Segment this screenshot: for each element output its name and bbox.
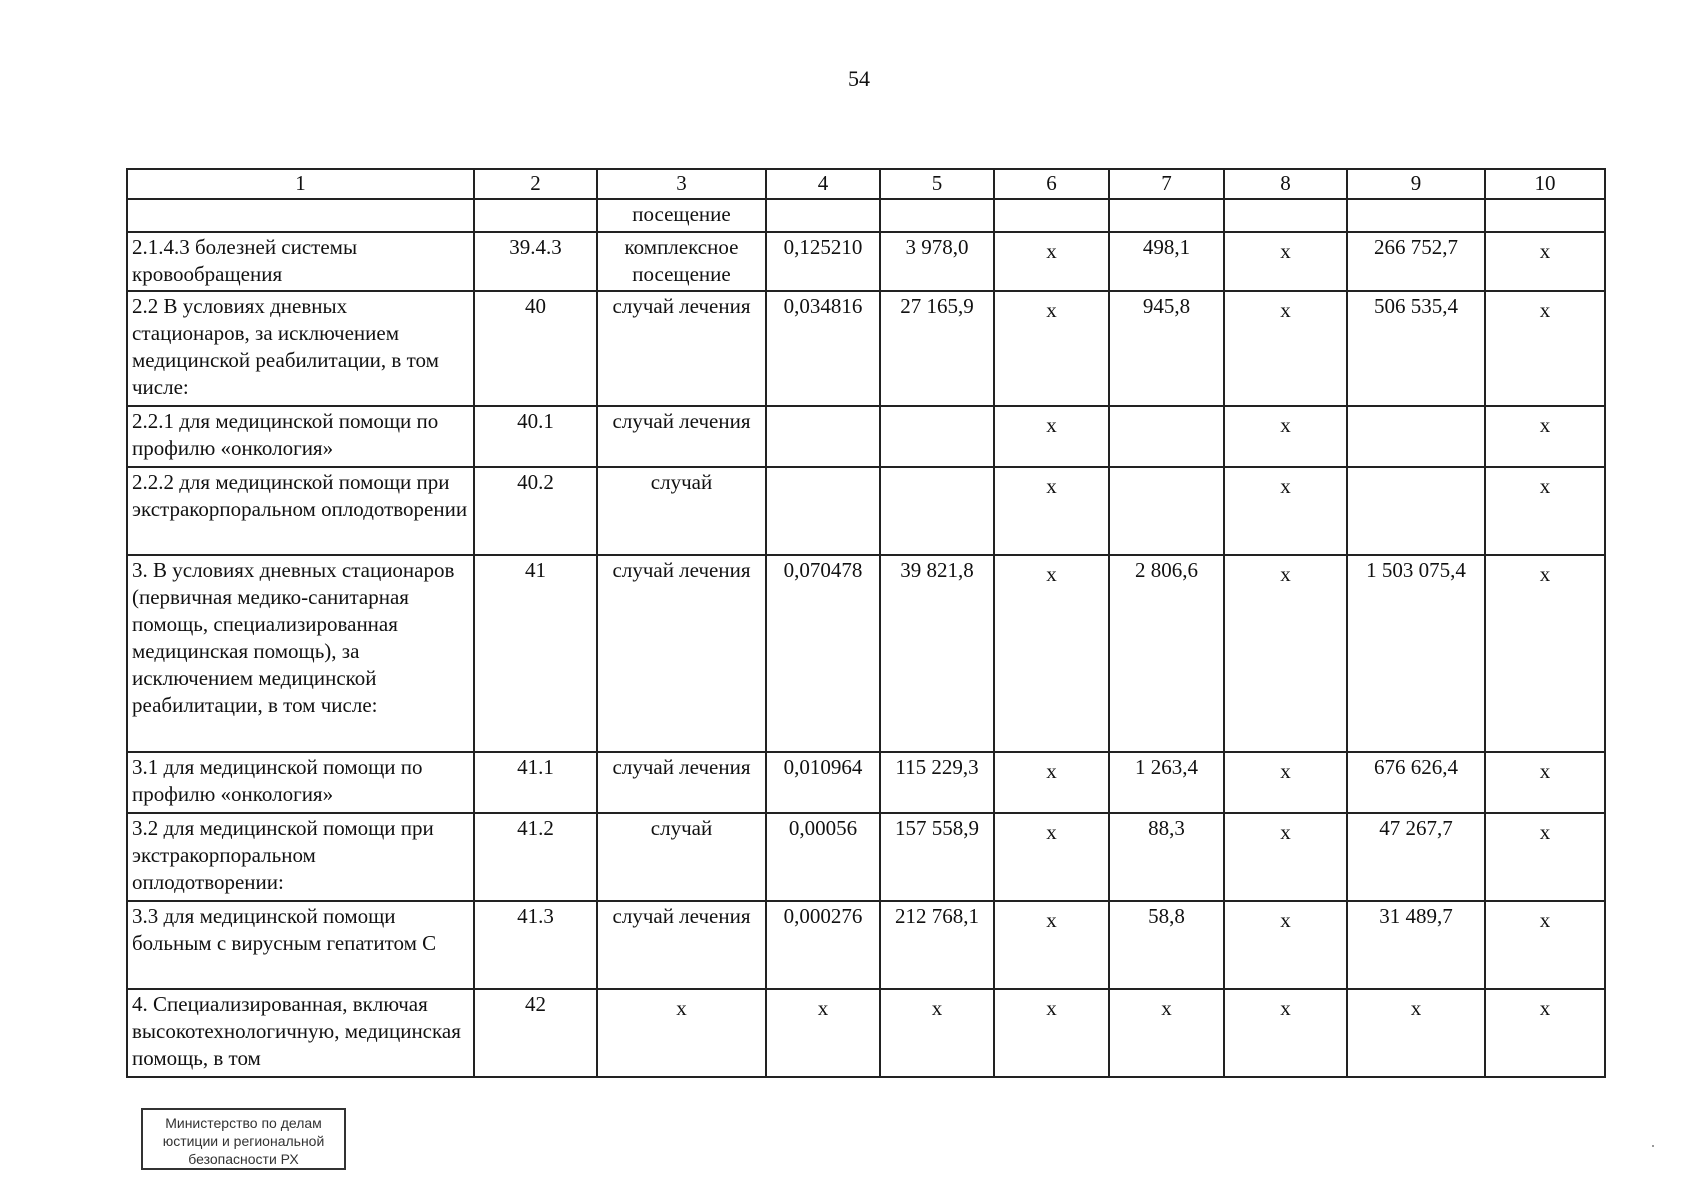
header-cell: 9 — [1347, 169, 1485, 199]
ministry-stamp — [141, 1108, 346, 1170]
unit-cell: случай лечения — [597, 291, 766, 406]
value-cell: 2 806,6 — [1109, 555, 1224, 752]
table-row — [127, 989, 1605, 1077]
value-cell: 115 229,3 — [880, 752, 994, 813]
value-cell: х — [994, 555, 1109, 752]
code-cell: 40.1 — [474, 406, 597, 467]
value-cell: х — [880, 989, 994, 1077]
value-cell: 212 768,1 — [880, 901, 994, 989]
value-cell — [880, 406, 994, 467]
value-cell: х — [1485, 291, 1605, 406]
data-table — [126, 168, 1606, 1078]
header-cell: 7 — [1109, 169, 1224, 199]
value-cell: х — [1224, 752, 1347, 813]
value-cell: х — [1224, 291, 1347, 406]
value-cell: 0,125210 — [766, 232, 880, 291]
row-label: 2.2 В условиях дневных стационаров, за исключением медицинской реабилитации, в том числе: — [127, 291, 474, 406]
value-cell: 39 821,8 — [880, 555, 994, 752]
value-cell: х — [1485, 467, 1605, 555]
scan-speck — [1652, 1145, 1654, 1147]
unit-cell: случай — [597, 467, 766, 555]
value-cell — [1109, 406, 1224, 467]
header-cell: 4 — [766, 169, 880, 199]
value-cell: х — [1224, 467, 1347, 555]
value-cell: х — [1224, 406, 1347, 467]
value-cell: 676 626,4 — [1347, 752, 1485, 813]
unit-cell: случай лечения — [597, 901, 766, 989]
value-cell: 47 267,7 — [1347, 813, 1485, 901]
value-cell: 58,8 — [1109, 901, 1224, 989]
value-cell: х — [1485, 752, 1605, 813]
unit-cell: посещение — [597, 199, 766, 232]
value-cell — [1224, 199, 1347, 232]
value-cell: х — [1485, 232, 1605, 291]
header-cell: 3 — [597, 169, 766, 199]
value-cell: х — [994, 989, 1109, 1077]
column-number-header-row — [127, 169, 1605, 199]
value-cell — [880, 199, 994, 232]
row-label — [127, 199, 474, 232]
value-cell — [766, 199, 880, 232]
unit-cell: комплексное посещение — [597, 232, 766, 291]
value-cell: 945,8 — [1109, 291, 1224, 406]
value-cell — [880, 467, 994, 555]
stamp-line: Министерство по делам — [165, 1115, 322, 1131]
row-label: 3. В условиях дневных стационаров (первичная медико-санитарная помощь, специализированная медицинская помощь), за исключением медицинской реабилитации, в том числе: — [127, 555, 474, 752]
value-cell — [1109, 199, 1224, 232]
value-cell: 266 752,7 — [1347, 232, 1485, 291]
header-cell: 6 — [994, 169, 1109, 199]
header-cell: 5 — [880, 169, 994, 199]
row-label: 2.1.4.3 болезней системы кровообращения — [127, 232, 474, 291]
value-cell: 3 978,0 — [880, 232, 994, 291]
value-cell: х — [1109, 989, 1224, 1077]
code-cell: 42 — [474, 989, 597, 1077]
code-cell: 41.2 — [474, 813, 597, 901]
value-cell: 27 165,9 — [880, 291, 994, 406]
value-cell: х — [994, 232, 1109, 291]
value-cell — [766, 467, 880, 555]
code-cell: 40.2 — [474, 467, 597, 555]
unit-cell: случай — [597, 813, 766, 901]
value-cell: х — [994, 406, 1109, 467]
value-cell — [994, 199, 1109, 232]
table-row — [127, 467, 1605, 555]
row-label: 3.2 для медицинской помощи при экстракорпоральном оплодотворении: — [127, 813, 474, 901]
value-cell: х — [994, 813, 1109, 901]
value-cell: х — [1485, 989, 1605, 1077]
value-cell: х — [1347, 989, 1485, 1077]
code-cell: 41.3 — [474, 901, 597, 989]
value-cell: х — [994, 752, 1109, 813]
value-cell: 0,000276 — [766, 901, 880, 989]
value-cell: х — [1224, 989, 1347, 1077]
value-cell: 498,1 — [1109, 232, 1224, 291]
value-cell: 0,070478 — [766, 555, 880, 752]
unit-cell: случай лечения — [597, 406, 766, 467]
value-cell: х — [1485, 813, 1605, 901]
value-cell: х — [1485, 555, 1605, 752]
row-label: 4. Специализированная, включая высокотехнологичную, медицинская помощь, в том — [127, 989, 474, 1077]
table-row — [127, 555, 1605, 752]
table-row — [127, 199, 1605, 232]
row-label: 2.2.2 для медицинской помощи при экстракорпоральном оплодотворении — [127, 467, 474, 555]
value-cell — [1109, 467, 1224, 555]
row-label: 2.2.1 для медицинской помощи по профилю «онкология» — [127, 406, 474, 467]
value-cell: х — [766, 989, 880, 1077]
value-cell: х — [1485, 901, 1605, 989]
header-cell: 1 — [127, 169, 474, 199]
value-cell: 31 489,7 — [1347, 901, 1485, 989]
value-cell: х — [1224, 232, 1347, 291]
value-cell: х — [994, 467, 1109, 555]
row-label: 3.3 для медицинской помощи больным с вирусным гепатитом С — [127, 901, 474, 989]
value-cell — [1347, 199, 1485, 232]
value-cell: х — [1485, 406, 1605, 467]
header-cell: 2 — [474, 169, 597, 199]
value-cell: 157 558,9 — [880, 813, 994, 901]
table-row — [127, 901, 1605, 989]
code-cell: 40 — [474, 291, 597, 406]
value-cell: х — [994, 901, 1109, 989]
code-cell: 41 — [474, 555, 597, 752]
unit-cell: х — [597, 989, 766, 1077]
value-cell — [1347, 406, 1485, 467]
code-cell: 41.1 — [474, 752, 597, 813]
stamp-line: юстиции и региональной — [162, 1133, 325, 1149]
value-cell — [1347, 467, 1485, 555]
value-cell: х — [1224, 901, 1347, 989]
code-cell — [474, 199, 597, 232]
value-cell: 1 503 075,4 — [1347, 555, 1485, 752]
header-cell: 10 — [1485, 169, 1605, 199]
table-row — [127, 232, 1605, 291]
value-cell: 0,00056 — [766, 813, 880, 901]
table-row — [127, 813, 1605, 901]
value-cell: х — [1224, 555, 1347, 752]
table-row — [127, 291, 1605, 406]
header-cell: 8 — [1224, 169, 1347, 199]
value-cell: 0,034816 — [766, 291, 880, 406]
value-cell — [1485, 199, 1605, 232]
unit-cell: случай лечения — [597, 555, 766, 752]
value-cell — [766, 406, 880, 467]
value-cell: х — [1224, 813, 1347, 901]
table-row — [127, 406, 1605, 467]
value-cell: 506 535,4 — [1347, 291, 1485, 406]
value-cell: 0,010964 — [766, 752, 880, 813]
value-cell: 1 263,4 — [1109, 752, 1224, 813]
value-cell: 88,3 — [1109, 813, 1224, 901]
page-number: 54 — [848, 66, 870, 91]
stamp-line: безопасности РХ — [188, 1151, 299, 1167]
value-cell: х — [994, 291, 1109, 406]
code-cell: 39.4.3 — [474, 232, 597, 291]
row-label: 3.1 для медицинской помощи по профилю «онкология» — [127, 752, 474, 813]
unit-cell: случай лечения — [597, 752, 766, 813]
table-row — [127, 752, 1605, 813]
